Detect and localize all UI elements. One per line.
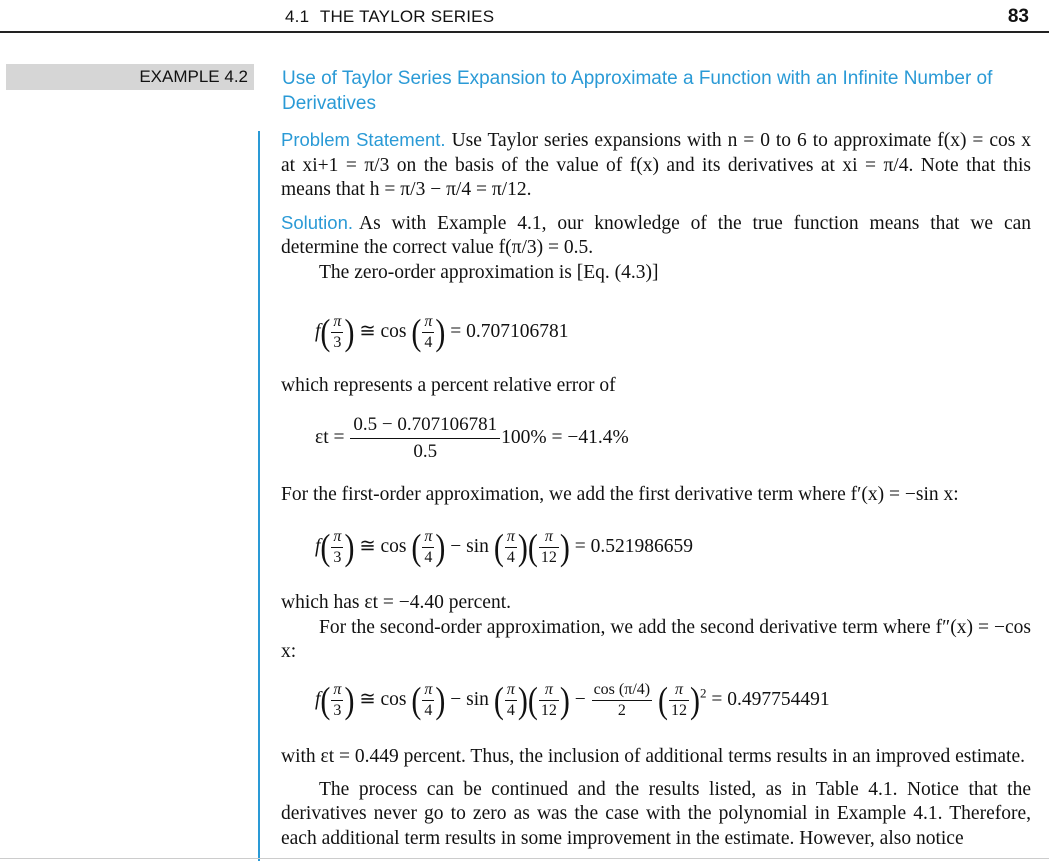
eq1-result: = 0.707106781 xyxy=(450,320,569,342)
eq4-result: = 0.497754491 xyxy=(711,688,830,710)
text-block-3 xyxy=(281,374,1031,399)
page-header xyxy=(0,0,1049,40)
section-number: 4.1 xyxy=(285,7,310,26)
solution-text-8: The process can be continued and the results listed, as in Table 4.1. Notice that the derivatives never go to zero as was the case with the polynomial in Example 4.1. Therefore, each additional term results in some improvement in the estimate. However, also notice xyxy=(281,778,1031,849)
solution-text-6: For the second-order approximation, we add the second derivative term where f″(x) = −cos x: xyxy=(281,616,1031,662)
header-rule xyxy=(0,31,1049,33)
bottom-edge xyxy=(0,858,1049,859)
eq4-frac-numerator: cos (π/4) xyxy=(592,680,653,701)
equation-zero-order: f( $\frac{\pi}{3}$ ) ≅ cos ( $\frac{\pi}{4}$ ) = 0.707106781 xyxy=(315,311,569,353)
eq2-lhs: εt = xyxy=(315,426,345,448)
example-title: Use of Taylor Series Expansion to Approximate a Function with an Infinite Number of Derivatives xyxy=(282,68,993,114)
solution-text-3: which represents a percent relative error of xyxy=(281,375,616,396)
equation-relative-error xyxy=(315,412,629,465)
text-block-5 xyxy=(281,591,1031,665)
solution-text-1: As with Example 4.1, our knowledge of the true function means that we can determine the correct value f(π/3) = 0.5. xyxy=(281,212,1031,258)
eq3-result: = 0.521986659 xyxy=(574,535,693,557)
solution-text-2: The zero-order approximation is [Eq. (4.3)] xyxy=(319,261,659,283)
problem-text: Use Taylor series expansions with n = 0 to 6 to approximate f(x) = cos x at xi+1 = π/3 on the basis of the value of f(x) and its derivatives at xi = π/4. Note that this means that h = π/3 − π/4 = π/12. xyxy=(281,130,1031,200)
problem-statement xyxy=(281,128,1031,203)
running-head xyxy=(285,7,494,27)
equation-first-order: f( $\frac{\pi}{3}$ ) ≅ cos ( $\frac{\pi}{4}$ ) − sin ( $\frac{\pi}{4}$ )( $\frac{\pi}{12}$ ) = 0.521986659 xyxy=(315,526,693,568)
solution-text-5: which has εt = −4.40 percent. xyxy=(281,592,512,613)
eq2-numerator: 0.5 − 0.707106781 xyxy=(350,412,500,439)
example-side-bar xyxy=(258,131,260,861)
solution-text-7: with εt = 0.449 percent. Thus, the inclusion of additional terms results in an improved estimate. xyxy=(281,746,1025,767)
eq2-denominator: 0.5 xyxy=(413,441,438,462)
solution-text-4: For the first-order approximation, we add the first derivative term where f′(x) = −sin x: xyxy=(281,484,959,505)
text-block-7 xyxy=(281,745,1031,851)
solution-heading: Solution. xyxy=(281,211,353,233)
eq2-rhs: 100% = −41.4% xyxy=(501,426,629,448)
text-block-4 xyxy=(281,483,1031,508)
page-number: 83 xyxy=(1007,6,1029,27)
section-title: THE TAYLOR SERIES xyxy=(319,7,495,26)
problem-heading: Problem Statement. xyxy=(281,129,446,150)
eq4-frac-denominator: 2 xyxy=(617,702,626,719)
equation-second-order: f( $\frac{\pi}{3}$ ) ≅ cos ( $\frac{\pi}{4}$ ) − sin ( $\frac{\pi}{4}$ )( $\frac{\pi}{12}$ ) − $\frac{\cos (\pi/4)}{2}$ ( $\frac{\pi}{12}$ )$^2$ = 0.497754491 xyxy=(315,679,830,721)
example-label: EXAMPLE 4.2 xyxy=(6,64,254,90)
solution-intro xyxy=(281,211,1031,261)
example-body xyxy=(281,128,1031,285)
